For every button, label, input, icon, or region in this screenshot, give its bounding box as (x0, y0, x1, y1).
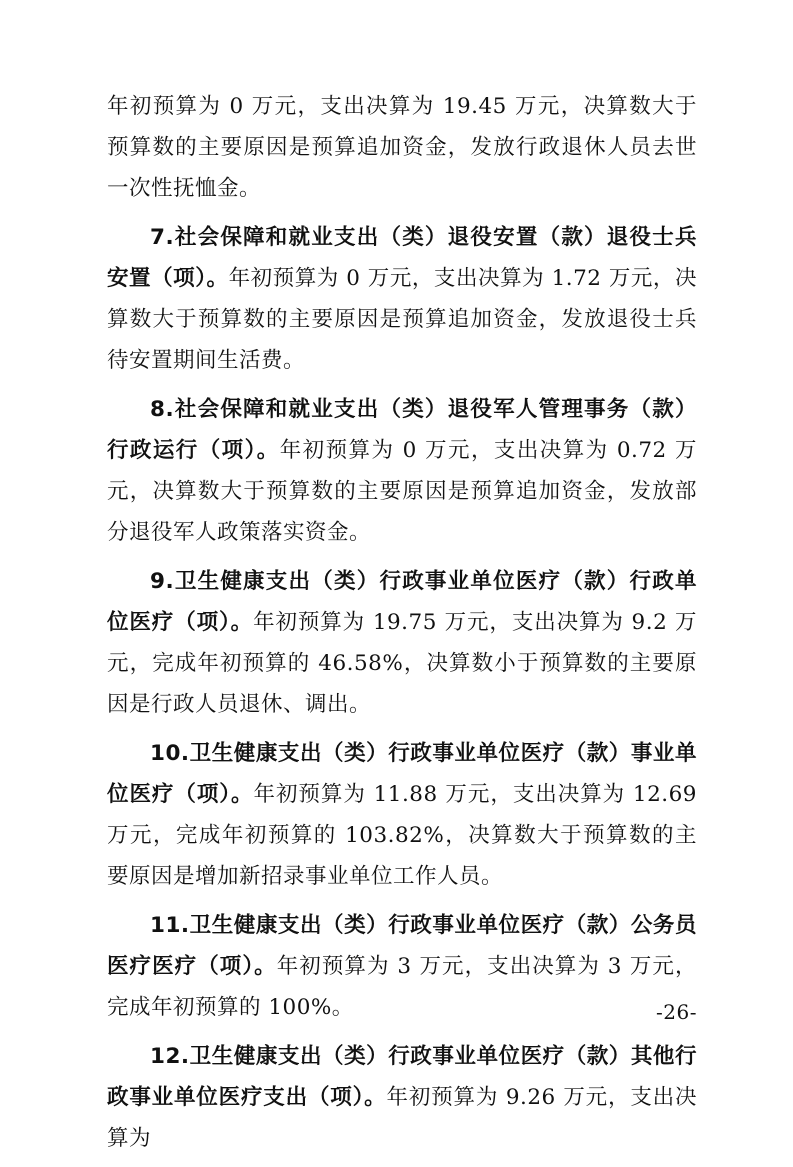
paragraph-item-7 (107, 217, 697, 381)
paragraph-item-8 (107, 389, 697, 553)
paragraph-text: 年初预算为 19.75 万元，支出决算为 9.2 万元，完成年初预算的 46.58%，决算数小于预算数的主要原因是行政人员退休、调出。 (107, 610, 697, 717)
page-number: -26- (656, 1000, 697, 1024)
document-body (107, 86, 697, 1167)
paragraph-title: 12.卫生健康支出（类）行政事业单位医疗（款）其他行政事业单位医疗支出（项）。 (107, 1044, 697, 1110)
paragraph-title: 11.卫生健康支出（类）行政事业单位医疗（款）公务员医疗医疗（项）。 (107, 913, 697, 979)
paragraph-item-9 (107, 561, 697, 725)
paragraph-item-12 (107, 1036, 697, 1159)
paragraph-text: 年初预算为 9.26 万元，支出决算为 (107, 1085, 697, 1151)
paragraph-text: 年初预算为 0 万元，支出决算为 1.72 万元，决算数大于预算数的主要原因是预算追加资金，发放退役士兵待安置期间生活费。 (107, 266, 697, 373)
paragraph-text: 年初预算为 0 万元，支出决算为 0.72 万元，决算数大于预算数的主要原因是预算追加资金，发放部分退役军人政策落实资金。 (107, 438, 697, 545)
paragraph-title: 9.卫生健康支出（类）行政事业单位医疗（款）行政单位医疗（项）。 (107, 569, 697, 635)
paragraph-text: 年初预算为 11.88 万元，支出决算为 12.69 万元，完成年初预算的 103.82%，决算数大于预算数的主要原因是增加新招录事业单位工作人员。 (107, 782, 697, 889)
paragraph-title: 7.社会保障和就业支出（类）退役安置（款）退役士兵安置（项）。 (107, 225, 697, 291)
paragraph-continuation (107, 86, 697, 209)
paragraph-item-10 (107, 733, 697, 897)
paragraph-text: 年初预算为 3 万元，支出决算为 3 万元，完成年初预算的 100%。 (107, 954, 697, 1020)
paragraph-text: 年初预算为 0 万元，支出决算为 19.45 万元，决算数大于预算数的主要原因是预算追加资金，发放行政退休人员去世一次性抚恤金。 (107, 94, 697, 201)
paragraph-item-11 (107, 905, 697, 1028)
paragraph-title: 10.卫生健康支出（类）行政事业单位医疗（款）事业单位医疗（项）。 (107, 741, 697, 807)
paragraph-title: 8.社会保障和就业支出（类）退役军人管理事务（款）行政运行（项）。 (107, 397, 697, 463)
